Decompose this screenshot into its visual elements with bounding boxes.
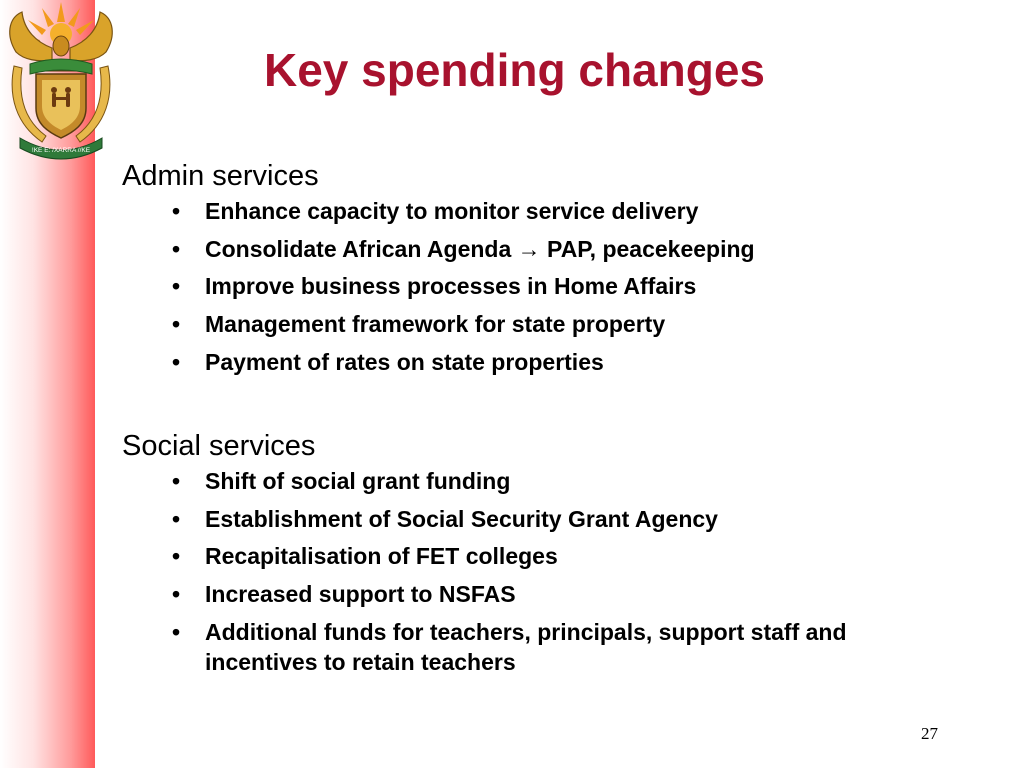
list-item xyxy=(122,579,922,609)
bullet-dot-icon: • xyxy=(172,273,181,300)
bullet-dot-icon: • xyxy=(172,618,181,645)
slide-title: Key spending changes xyxy=(263,44,765,96)
list-item-text: Consolidate African Agenda → PAP, peacekeeping xyxy=(205,235,755,262)
page-number: 27 xyxy=(921,724,938,743)
bullet-dot-icon: • xyxy=(172,505,181,532)
list-item xyxy=(122,541,922,571)
section-heading: Admin services xyxy=(122,160,319,192)
section-admin-services xyxy=(122,158,922,384)
list-item xyxy=(122,309,922,339)
list-item xyxy=(122,234,922,264)
list-item xyxy=(122,347,922,377)
bullet-dot-icon: • xyxy=(172,543,181,570)
list-item xyxy=(122,466,922,496)
bullet-dot-icon: • xyxy=(172,468,181,494)
list-item-text: Increased support to NSFAS xyxy=(205,581,516,608)
list-item-text: Establishment of Social Security Grant Agency xyxy=(205,505,718,532)
bullet-list xyxy=(122,196,922,377)
bullet-dot-icon: • xyxy=(172,198,181,224)
bullet-list xyxy=(122,466,922,677)
list-item-text: Management framework for state property xyxy=(205,311,666,338)
bullet-dot-icon: • xyxy=(172,235,181,262)
motto-text: !KE E: /XARRA //KE xyxy=(31,147,91,154)
list-item xyxy=(122,196,922,226)
list-item-text: Recapitalisation of FET colleges xyxy=(205,543,558,570)
list-item-text: Improve business processes in Home Affairs xyxy=(205,273,697,300)
list-item xyxy=(122,271,922,301)
bullet-dot-icon: • xyxy=(172,311,181,338)
list-item xyxy=(122,617,922,677)
list-item-text: Payment of rates on state properties xyxy=(205,348,604,375)
bullet-dot-icon: • xyxy=(172,348,181,375)
list-item xyxy=(122,504,922,534)
list-item-text: Additional funds for teachers, principals, support staff and incentives to retain teachers xyxy=(205,618,847,675)
section-heading: Social services xyxy=(122,430,316,462)
bullet-dot-icon: • xyxy=(172,581,181,608)
list-item-text: Enhance capacity to monitor service delivery xyxy=(205,198,699,224)
list-item-text: Shift of social grant funding xyxy=(205,468,511,494)
section-social-services xyxy=(122,428,922,684)
